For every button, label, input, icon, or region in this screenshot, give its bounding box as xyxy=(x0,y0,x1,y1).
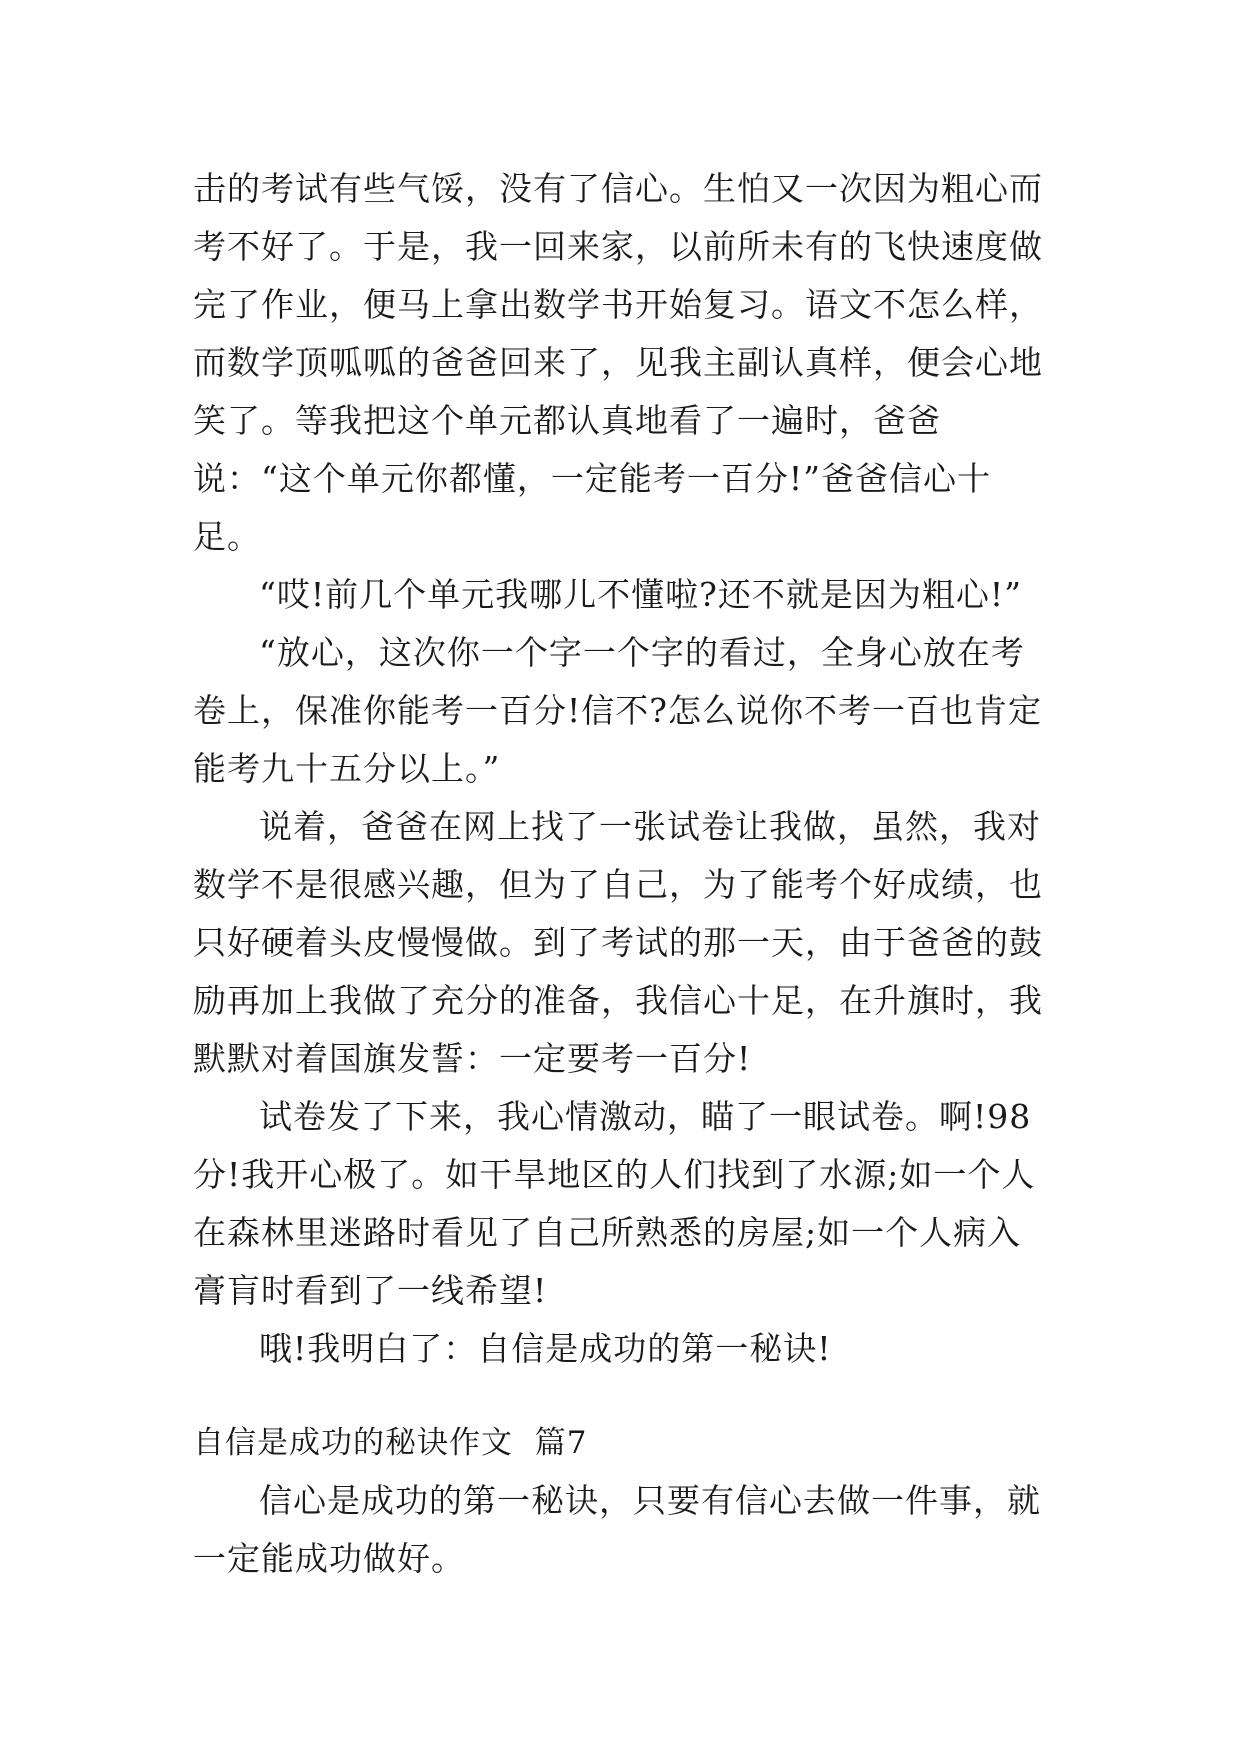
paragraph-dialogue-1: “哎!前几个单元我哪儿不懂啦?还不就是因为粗心!” xyxy=(259,575,1022,614)
section-heading: 自信是成功的秘诀作文 篇7 xyxy=(193,1425,588,1461)
paragraph-practice: 说着，爸爸在网上找了一张试卷让我做，虽然，我对数学不是很感兴趣，但为了自己，为了能考个好成绩，也只好硬着头皮慢慢做。到了考试的那一天，由于爸爸的鼓励再加上我做了充分的准备，我信心十足，在升旗时，我默默对着国旗发誓：一定要考一百分! xyxy=(193,807,1043,1078)
document-body xyxy=(193,160,1053,1588)
paragraph-continuation: 击的考试有些气馁，没有了信心。生怕又一次因为粗心而考不好了。于是，我一回来家，以前所未有的飞快速度做完了作业，便马上拿出数学书开始复习。语文不怎么样，而数学顶呱呱的爸爸回来了，见我主副认真样，便会心地笑了。等我把这个单元都认真地看了一遍时，爸爸说：“这个单元你都懂，一定能考一百分!”爸爸信心十足。 xyxy=(193,169,1043,556)
paragraph-conclusion: 哦!我明白了：自信是成功的第一秘诀! xyxy=(259,1329,832,1368)
section-paragraph: 信心是成功的第一秘诀，只要有信心去做一件事，就一定能成功做好。 xyxy=(193,1481,1041,1578)
paragraph-dialogue-2: “放心，这次你一个字一个字的看过，全身心放在考卷上，保准你能考一百分!信不?怎么说你不考一百也肯定能考九十五分以上。” xyxy=(193,633,1042,788)
paragraph-result: 试卷发了下来，我心情激动，瞄了一眼试卷。啊!98分!我开心极了。如干旱地区的人们找到了水源;如一个人在森林里迷路时看见了自己所熟悉的房屋;如一个人病入膏肓时看到了一线希望! xyxy=(193,1097,1036,1310)
